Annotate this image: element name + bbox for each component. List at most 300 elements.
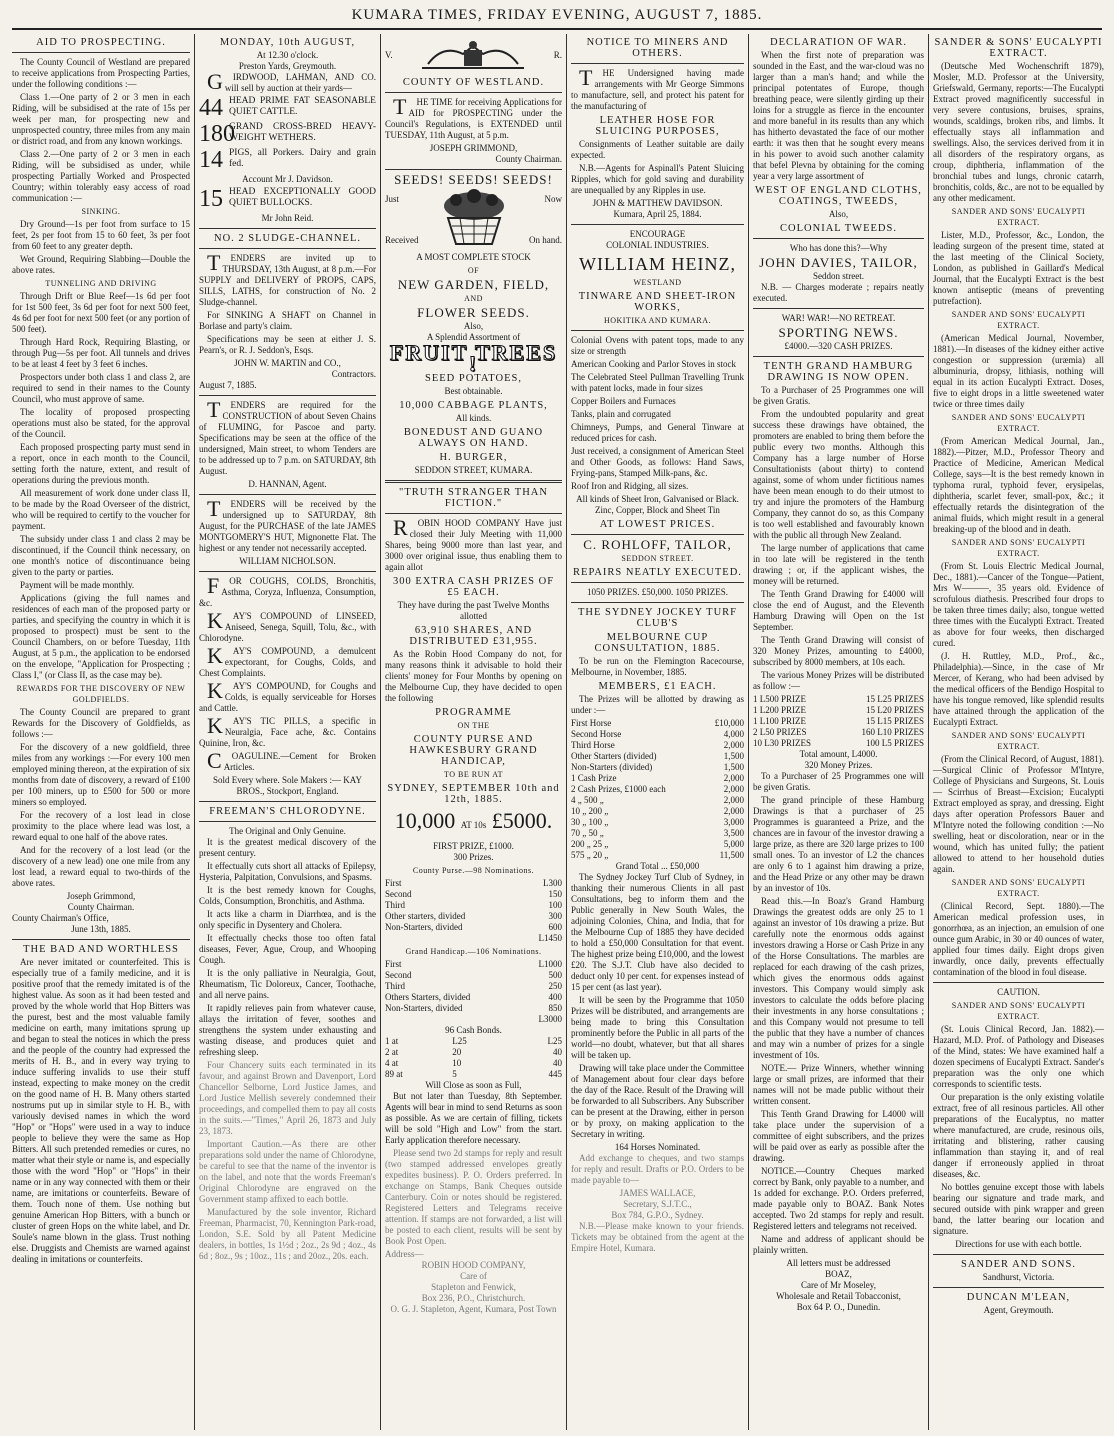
table-row: 1 L200 PRIZE 15 L20 PRIZES [753, 705, 924, 715]
eucalypti-text: Our preparation is the only existing volatile extract, free of all resinous particles. All other preparations of the Eucalyptus, no matter where manufactured, are crude, resinous oils, irritating and blistering, rather causing inflammation than staying it, and of real danger if erroneously applied in throat diseases, &c. [933, 1092, 1104, 1179]
encourage-line: ENCOURAGE [629, 229, 686, 239]
now-label: Now [544, 194, 562, 204]
on-the-line: ON THE [457, 721, 490, 730]
county-signature: JOSEPH GRIMMOND, [429, 143, 518, 153]
wholesale-line: Wholesale and Retail Tobacconist, [776, 1291, 901, 1301]
horses-nominated: 164 Horses Nominated. [614, 1142, 701, 1152]
tunneling-text: Through Drift or Blue Reef—1s 6d per foot for 1st 500 feet, 3s 6d per foot for next 500 feet, 4s 6d per foot for next 500 feet (or any portion of 500 feet). [12, 291, 190, 334]
wet-ground-text: Wet Ground, Requiring Slabbing—Double the above rates. [12, 254, 190, 275]
lot-description: HEAD EXCEPTIONALLY GOOD QUIET BULLOCKS. [229, 187, 376, 208]
signature-role: County Chairman. [67, 902, 135, 912]
sander-sign: SANDER AND SONS. [961, 1259, 1076, 1270]
sydney-date: SYDNEY, SEPTEMBER 10th and 12th, 1885. [387, 783, 560, 805]
and-line: AND [464, 294, 483, 303]
divider [385, 92, 562, 93]
nicholson-sign: WILLIAM NICHOLSON. [239, 556, 336, 566]
cash-bonds-heading: 96 Cash Bonds. [445, 1025, 502, 1035]
hamburg-text: The Tenth Grand Drawing will consist of 320 Money Prizes, amounting to £4000, subscribed by 8000 members, at 10s each. [753, 635, 924, 667]
eucalypti-text: (From American Medical Journal, Jan., 1882).—Pitzer, M.D., Professor Theory and Practice of Medicine, American Medical College, says—It is the best remedy known in typhoma rural, typhoid fever, erysipelas, diphtheria, scarlet fever, small-pox, &c.; it effectually retards the disintegration of the animal fluids, which might result in a general breaking-up of the blood and in death. [933, 436, 1104, 534]
name-address-text: Name and address of applicant should be plainly written. [753, 1234, 924, 1255]
hamburg-text: The Tenth Grand Drawing for £4000 will close the end of August, and the Eleventh Hamburg Drawing will Open on the 1st September. [753, 589, 924, 632]
colonial-tweeds: COLONIAL TWEEDS. [780, 223, 897, 234]
bonedust-line: BONEDUST AND GUANO ALWAYS ON HAND. [403, 427, 544, 449]
directions-line: Directions for use with each bottle. [955, 1239, 1082, 1249]
care-of-3: Box 236, P.O., Christchurch. [421, 1293, 526, 1303]
tunneling-heading: TUNNELING AND DRIVING [45, 279, 157, 288]
martin-date: August 7, 1885. [199, 380, 257, 390]
masthead-rule [12, 28, 1102, 30]
to-be-run-line: TO BE RUN AT [444, 770, 503, 779]
royal-crest [385, 36, 562, 74]
linseed-text: KAY'S COMPOUND of LINSEED, Aniseed, Senega, Squill, Tolu, &c., with Chlorodyne. [199, 608, 376, 643]
leather-text: Consignments of Leather suitable are daily expected. [571, 139, 744, 160]
seeds-banner [385, 188, 562, 252]
divider [199, 571, 376, 572]
list-item: Colonial Ovens with patent tops, made to any size or strength [571, 335, 744, 356]
eucalypti-text: (J. H. Ruttley, M.D., Prof., &c., Philadelphia).—Since, in the case of Mr Mercer, of Kerang, who had been advised by the medical officers of the Bendigo Hospital to have his tongue removed, like splendid results have attained through the application of the Eucalypti Extract. [933, 651, 1104, 727]
lot-description: GRAND CROSS-BRED HEAVY-WEIGHT WETHERS. [229, 122, 376, 143]
burger-name: H. BURGER, [439, 452, 508, 463]
makers-text: Sold Every where. Sole Makers :— KAY BROS., Stockport, England. [213, 775, 362, 796]
lot-account: Account Mr J. Davidson. [242, 174, 333, 184]
fluming-text: TENDERS are required for the CONSTRUCTION of about Seven Chains of FLUMING, for Pascoe and party. Specifications may be seen at the office of the undersigned, Main street, to whom Tenders are to be addressed up to 7 p.m. on SATURDAY, 8th August. [199, 397, 376, 476]
eucalypti-subheading: SANDER AND SONS' EUCALYPTI EXTRACT. [951, 310, 1086, 330]
prize-table [571, 718, 744, 861]
big-prize-amount: £5000. [491, 808, 553, 833]
burger-address: SEDDON STREET, KUMARA. [414, 465, 533, 475]
lot-account: Mr John Reid. [261, 213, 314, 223]
stock-line: A MOST COMPLETE STOCK [416, 252, 531, 262]
columns [8, 34, 1108, 1430]
notice-text: THE Undersigned having made arrangements with Mr George Simmons to manufacture, sell, and protect his patent for the manufacturing of [571, 65, 744, 111]
specs-text: Specifications may be seen at either J. S. Pearn's, or R. J. Seddon's, Esqs. [199, 334, 376, 355]
divider [385, 169, 562, 170]
programme-heading: PROGRAMME [435, 707, 512, 718]
wallace-box: Box 784, G.P.O., Sydney. [611, 1210, 704, 1220]
worthless-text: Are never imitated or counterfeited. This is especially true of a family medicine, and it is positive proof that the remedy imitated is of the highest value. As soon as it had been tested and proved by the whole world that Hop Bitters was the purest, best and the most valuable family medicine on earth, many imitations sprung up and began to steal the notices in which the press and the people of the country had expressed the merits of H. B., and in every way trying to induce suffering invalids to use their stuff instead, expecting to make money on the credit on the good name of H. B. Many others started nostrums put up in similar style to H. B., with variously devised names in which the word "Hop" or "Hops" were used in a way to induce people to believe they were the same as Hop Bitters. All such pretended remedies or cures, no matter what their style or name is, and especially those with the word "Hop" or "Hops" in their name or in any way connected with them or their name, are imitations or counterfeits. Beware of them. Touch none of them. Use nothing but genuine American Hop Bitters, with a bunch or cluster of green Hops on the white label, and Dr. Soule's name blown in the glass. Trust nothing else. Druggists and Chemists are warned against dealing in imitations or counterfeits. [12, 957, 190, 1264]
table-row: Non-Starters, divided 600 [385, 922, 562, 932]
hannan-sign: D. HANNAN, Agent. [248, 479, 327, 489]
demulcent-text: KAY'S COMPOUND, a demulcent expectorant, for Coughs, Colds, and Chest Complaints. [199, 643, 376, 678]
divider [199, 494, 376, 495]
shaft-text: For SINKING A SHAFT on Channel in Borlase and party's claim. [199, 310, 376, 331]
coughs-text: FOR COUGHS, COLDS, Bronchitis, Asthma, Coryza, Influenza, Consumption, &c. [199, 573, 376, 608]
table-row: Third Horse 2,000 [571, 740, 744, 750]
seed-potatoes-sub: Best obtainable. [444, 386, 503, 396]
tinware-line: TINWARE AND SHEET-IRON WORKS, [578, 291, 737, 313]
divider [571, 582, 744, 583]
eucalypti-subheading: SANDER AND SONS' EUCALYPTI EXTRACT. [951, 413, 1086, 433]
eucalypti-subheading: SANDER AND SONS' EUCALYPTI EXTRACT. [951, 538, 1086, 558]
table-row: 1 Cash Prize 2,000 [571, 773, 744, 783]
auction-intro: GIRDWOOD, LAHMAN, AND CO. will sell by auction at their yards— [207, 69, 376, 94]
sludge-text: TENDERS are invited up to THURSDAY, 13th August, at 8 p.m.—For SUPPLY and DELIVERY of PROPS, CAPS, SILLS, LATHS, for construction of No. 2 Sludge-channel. [199, 250, 376, 307]
table-total: L3000 [538, 1014, 562, 1024]
davidson-sign: JOHN & MATTHEW DAVIDSON. [592, 198, 723, 208]
divider [933, 1254, 1104, 1255]
county-heading: COUNTY OF WESTLAND. [402, 77, 545, 88]
list-item: Tanks, plain and corrugated [571, 409, 671, 419]
tinware-list [571, 335, 744, 492]
address-label: Address— [385, 1249, 424, 1259]
list-item: Roof Iron and Ridging, all sizes. [571, 481, 689, 491]
county-text: THE TIME for receiving Applications for AID for PROSPECTING under the Council's Regulations, is EXTENDED until TUESDAY, 11th August, at 5 p.m. [385, 94, 562, 140]
hamburg-text: The large number of applications that came in too late will be registered in the tenth drawing ; or, if the applicant wishes, the money will be returned. [753, 543, 924, 586]
worthless-heading: THE BAD AND WORTHLESS [23, 944, 179, 955]
rewards-heading: REWARDS FOR THE DISCOVERY OF NEW GOLDFIELDS. [16, 684, 186, 704]
onhand-label: On hand. [528, 235, 562, 245]
grand-handicap-heading: Grand Handicap.—106 Nominations. [405, 947, 542, 956]
purchaser-text-2: To a Purchaser of 25 Programmes one will be given Gratis. [753, 771, 924, 792]
list-item: The Celebrated Steel Pullman Travelling Trunk with patent locks, made in four sizes [571, 372, 744, 393]
crest-left-letter: V. [385, 49, 393, 60]
column-6 [928, 34, 1108, 1430]
flower-basket-icon [434, 188, 514, 252]
tic-pills-text: KAY'S TIC PILLS, a specific in Neuralgia, Face ache, &c. Contains Quinine, Iron, &c. [199, 713, 376, 748]
fruit-trees-banner: FRUIT TREES ! [389, 340, 558, 376]
members-line: MEMBERS, £1 EACH. [598, 681, 717, 692]
divider [199, 801, 376, 802]
divider [199, 228, 376, 229]
allotted-line: They have during the past Twelve Months allotted [397, 600, 550, 621]
agent-line: Agent, Greymouth. [983, 1305, 1054, 1315]
care-of-4: O. G. J. Stapleton, Agent, Kumara, Post Town [390, 1304, 557, 1314]
hamburg-heading: TENTH GRAND HAMBURG DRAWING IS NOW OPEN. [763, 361, 914, 383]
sjc-run: To be run on the Flemington Racecourse, Melbourne, in November, 1885. [571, 656, 744, 677]
sjc-cup: MELBOURNE CUP CONSULTATION, 1885. [594, 632, 721, 654]
signature-name: Joseph Grimmond, [66, 891, 136, 901]
rohloff-name: C. ROHLOFF, TAILOR, [583, 537, 732, 552]
truth-heading: "TRUTH STRANGER THAN FICTION." [399, 487, 548, 509]
table-row: 575 „ 20 „ 11,500 [571, 850, 744, 860]
nb-text: N.B.—Please make known to your friends. Tickets may be obtained from the agent at the Empire Hotel, Kumara. [571, 1221, 744, 1253]
divider [571, 224, 744, 225]
sheet-iron-line: All kinds of Sheet Iron, Galvanised or Black. [576, 494, 739, 504]
lot-cattle [199, 96, 376, 120]
robin-hood-text-2: As the Robin Hood Company do not, for many reasons think it advisable to hold their clients' money for Four Months by opening on the Melbourne Cup, they have decided to open the following [385, 649, 562, 703]
agents-text: N.B.—Agents for Aspinall's Patent Sluicing Ripples, which for gold saving and durability are unequalled by any Ripples in use. [571, 163, 744, 195]
aid-intro: The County Council of Westland are prepared to receive applications from Prospecting Parties, under the following conditions :— [12, 57, 190, 89]
freeman-heading: FREEMAN'S CHLORODYNE. [209, 806, 366, 817]
notice-heading: NOTICE TO MINERS AND OTHERS. [586, 37, 729, 59]
subsidy-text: The subsidy under class 1 and class 2 may be discontinued, if the Council think necessary, on one month's notice of discontinuance being given to the party or parties. [12, 534, 190, 577]
rewards-text: The County Council are prepared to grant Rewards for the Discovery of Goldfields, as follows :— [12, 707, 190, 739]
divider [933, 1287, 1104, 1288]
sale-date: MONDAY, 10th AUGUST, [219, 37, 356, 48]
hamburg-text: The various Money Prizes will be distributed as follow :— [753, 670, 924, 691]
divider [933, 982, 1104, 983]
received-label: Received [385, 235, 419, 245]
prize-count: 300 Prizes. [453, 852, 494, 862]
extra-prizes: 300 EXTRA CASH PRIZES OF £5 EACH. [392, 576, 555, 598]
also-line: Also, [828, 209, 849, 219]
table-row: 70 „ 50 „ 3,500 [571, 828, 744, 838]
table-row: Second Horse 4,000 [571, 729, 744, 739]
robin-hood-text: ROBIN HOOD COMPANY Have just closed their July Meeting with 11,000 Shares, being 9000 more than last year, and 3000 over original issue, thus enabling them to again allot [385, 515, 562, 572]
table-row: Other starters, divided 300 [385, 911, 562, 921]
care-of-2: Stapleton and Fenwick, [431, 1282, 516, 1292]
colonial-line: COLONIAL INDUSTRIES. [606, 240, 709, 250]
eucalypti-subheading: SANDER AND SONS' EUCALYPTI EXTRACT. [951, 878, 1086, 898]
lot-number: 14 [199, 147, 223, 173]
column-3 [380, 34, 566, 1430]
sjc-body-2: It will be seen by the Programme that 1050 Prizes will be distributed, and arrangements are being made to bring this Consultation prominently before the Public in all parts of the world—no doubt, whatever, but that all shares will be taken up. [571, 995, 744, 1060]
read-text: Read this.—In Boaz's Grand Hamburg Drawings the greatest odds are only 25 to 1 against an investor of 10s drawing a prize. But carefully note the enormous odds against investors drawing a Horse or Cash Prize in any of the Horse Consultations. The marbles are replaced for each drawing of the cash prizes, which gives the enormous odds against investors. This Company would simply ask investors to calculate the odds before placing their investments in any horse consultations ; and this Company would not presume to tell the public that they have a number of chances and may win a number of prizes for a single investment of 10s. [753, 896, 924, 1060]
davidson-date: Kumara, April 25, 1884. [613, 209, 702, 219]
stamps-text: Please send two 2d stamps for reply and result (two stamped addressed envelopes greatly expedites business). P. O. Orders preferred. In exchange on Stamps, Bank Cheques outside Canterbury. Coin or notes should be registered. Registered Letters and Telegrams receive attention. If stamps are not forwarded, a list will be posted to each client, results will be sent by Book Post Open. [385, 1148, 562, 1246]
sinking-heading: SINKING. [81, 207, 121, 216]
close-line: Will Close as soon as Full, [425, 1080, 522, 1090]
martin-name: JOHN W. MARTIN and CO., [234, 358, 341, 368]
table-row: 1 at L25 L25 [385, 1036, 562, 1046]
wallace-name: JAMES WALLACE, [619, 1188, 696, 1198]
table-row: 10 „ 200 „ 2,000 [571, 806, 744, 816]
heinz-name: WILLIAM HEINZ, [579, 254, 736, 274]
table-row: 10 L30 PRIZES 100 L5 PRIZES [753, 738, 924, 748]
eucalypti-subheading: SANDER AND SONS' EUCALYPTI EXTRACT. [951, 1001, 1086, 1021]
divider [571, 534, 744, 535]
county-purse-heading: County Purse.—98 Nominations. [412, 866, 535, 875]
purchaser-text: To a Purchaser of 25 Programmes one will be given Gratis. [753, 385, 924, 406]
grand-handicap-table [385, 959, 562, 1025]
divider [571, 63, 744, 64]
lot-description: HEAD PRIME FAT SEASONABLE QUIET CATTLE. [229, 96, 376, 117]
lot-bullocks [199, 187, 376, 211]
zinc-line: Zinc, Copper, Block and Sheet Tin [595, 505, 720, 515]
table-row: Third 250 [385, 981, 562, 991]
grand-total: Grand Total ... £50,000 [615, 861, 700, 871]
money-prizes-table [753, 694, 924, 749]
office-date: June 13th, 1885. [71, 924, 131, 934]
moseley-line: Care of Mr Moseley, [801, 1280, 876, 1290]
repairs-line: REPAIRS NEATLY EXECUTED. [573, 567, 742, 578]
cash-bonds-table [385, 1036, 562, 1080]
big-prize-banner [385, 809, 562, 837]
crest-right-letter: R. [553, 49, 562, 60]
table-row: Other Starters (divided) 1,500 [571, 751, 744, 761]
coaguline-text: COAGULINE.—Cement for Broken Articles. [207, 748, 376, 773]
boaz-name: BOAZ, [825, 1269, 852, 1279]
office-line: County Chairman's Office, [12, 913, 109, 923]
prizes-band: 1050 PRIZES. £50,000. 1050 PRIZES. [586, 587, 728, 597]
just-label: Just [385, 194, 400, 204]
column-2 [194, 34, 380, 1430]
column-5 [748, 34, 928, 1430]
sale-place: Preston Yards, Greymouth. [238, 61, 337, 71]
robin-hood-address: ROBIN HOOD COMPANY, [421, 1260, 526, 1270]
who-line: Who has done this?—Why [789, 243, 888, 253]
table-row: Second 150 [385, 889, 562, 899]
eucalypti-text: Lister, M.D., Professor, &c., London, the leading surgeon of the present time, stated at the last meeting of the Clinical Society, London, as published in Gaillard's Medical Journal, that the Eucalypti Extract is the best known antiseptic (means of preventing putrefaction). [933, 230, 1104, 306]
freeman-text: Four Chancery suits each terminated in its favour, and against Brown and Davenport, Lord Chancellor Selborne, Lord Justice James, and Lord Justice Mellish severely condemned their proceedings, and compelled them to pay all costs in the suits.—"Times," April 26, 1873 and July 23, 1873. [199, 1060, 376, 1136]
exchange-text: Add exchange to cheques, and two stamps for reply and result. Drafts or P.O. Orders to be made payable to— [571, 1153, 744, 1185]
freeman-subheading: The Original and Only Genuine. [229, 826, 346, 836]
eucalypti-text: (St. Louis Clinical Record, Jan. 1882).—Hazard, M.D. Prof. of Pathology and Diseases of the Mind, states: We have examined half a dozen specimens of Eucalypti Extract. Sander's preparation was the only one which corresponds to scientific tests. [933, 1024, 1104, 1089]
masthead: KUMARA TIMES, FRIDAY EVENING, AUGUST 7, 1885. [351, 7, 763, 23]
sale-time: At 12.30 o'clock. [256, 50, 319, 60]
divider [385, 480, 562, 483]
davies-address: Seddon street. [813, 271, 864, 281]
flower-seeds: FLOWER SEEDS. [417, 305, 530, 320]
coat-of-arms-icon [418, 38, 528, 72]
war-heading: DECLARATION OF WAR. [770, 37, 907, 48]
divider [571, 330, 744, 331]
table-row: 89 at 5 445 [385, 1069, 562, 1079]
martin-role: Contractors. [331, 369, 376, 379]
lot-number: 15 [199, 186, 223, 212]
eucalypti-text: (From the Clinical Record, of August, 1881).—Surgical Clinic of Professor M'Intyre, College of Physicians and Surgeons, St. Louis — Scirrhus of Breast—Excision; Eucalypti Extract employed as spray, and dressing. Eight days after operation Professors Bauer and M'Intyre noted the following condition :—No swelling, heat or discoloration, near or in the wound, which has united fully; the patient allowed to attend to her household duties again. [933, 754, 1104, 874]
column-4 [566, 34, 748, 1430]
lost-lead-text: For the recovery of a lost lead in close proximity to the place where lead was lost, a reward equal to one half of the above rates. [12, 810, 190, 842]
table-row: 200 „ 25 „ 5,000 [571, 839, 744, 849]
list-item: Chimneys, Pumps, and General Tinware at reduced prices for cash. [571, 422, 744, 443]
new-goldfield-text: For the discovery of a new goldfield, three miles from any workings :—For every 100 men employed mining thereon, at the expiration of six months from date of discovery, a reward of £100 per 100 miners, up to £500 for 500 or more miners so employed. [12, 742, 190, 807]
freeman-text: It effectually checks those too often fatal diseases, Fever, Ague, Croup, and Whooping Cough. [199, 933, 376, 965]
hard-rock-text: Through Hard Rock, Requiring Blasting, or through Pug—5s per foot. All tunnels and drives to be at least 4 feet by 3 feet 6 inches. [12, 337, 190, 369]
garden-seeds: NEW GARDEN, FIELD, [397, 277, 550, 292]
hut-text: TENDERS will be received by the undersigned up to SATURDAY, 8th August, for the PURCHASE of the late JAMES MONTGOMERY'S HUT, Mignonette Flat. The highest or any tender not necessarily accepted. [199, 496, 376, 553]
cheques-notice: NOTICE.—Country Cheques marked correct by Bank, only payable to a number, and 1s added for exchange. P.O. Orders preferred, made payable only to BOAZ. Bank Notes accepted. Two 2d stamps for reply and result. Registered letters and telegrams not received. [753, 1166, 924, 1231]
table-row: First Horse £10,000 [571, 718, 744, 728]
lowest-prices: AT LOWEST PRICES. [599, 519, 716, 530]
table-row: Non-Starters (divided) 1,500 [571, 762, 744, 772]
sinking-text: Dry Ground—1s per foot from surface to 15 feet, 2s per foot from 15 to 60 feet, 3s per foot from 60 feet to any greater depth. [12, 219, 190, 251]
war-text: When the first note of preparation was sounded in the East, and the war-cloud was no larger than a man's hand; and while the principal potentates of Europe, though breathing peace, were silently girding up their loins for a struggle as fierce in the encounter and more baneful in its results than any which has hitherto devastated the face of our mother earth: it was then that he sought every means in his power to avoid such another calamity that befel Plevna by obtaining for the coming year a very large assortment of [753, 50, 924, 181]
divider [753, 238, 924, 239]
county-purse-table [385, 878, 562, 944]
big-prize-shares: 10,000 [394, 808, 456, 833]
caution-heading: CAUTION. [997, 987, 1040, 997]
shares-line: 63,910 SHARES, AND DISTRIBUTED £31,955. [409, 625, 538, 647]
leather-hose: LEATHER HOSE FOR SLUICING PURPOSES, [595, 115, 720, 137]
divider [753, 356, 924, 357]
woollen-line: WEST OF ENGLAND CLOTHS, COATINGS, TWEEDS, [755, 185, 922, 207]
aid-class1: Class 1.—One party of 2 or 3 men in each Riding, will be subsidised at the rate of 15s per week per man, for prospecting new and unprospected country, three miles from any main or district road, and from any known workings. [12, 92, 190, 146]
lot-description: PIGS, all Porkers. Dairy and grain fed. [229, 148, 376, 169]
table-row: 1 L100 PRIZE 15 L15 PRIZES [753, 716, 924, 726]
also-line: Also, [463, 321, 484, 331]
care-of: Care of [460, 1271, 487, 1281]
freeman-text: It acts like a charm in Diarrhœa, and is the only specific in Dysentery and Cholera. [199, 909, 376, 930]
first-prize: FIRST PRIZE, £1000. [433, 841, 514, 851]
eucalypti-text: (Deutsche Med Wochenschrift 1879), Mosler, M.D. Professor at the University, Griefswald, Germany, reports:—The Eucalypti Extract proved magnificently successful in very severe contusions, bruises, sprains, wounds, scaldings, broken ribs, and limbs. It effectually stays all inflammation and swellings. Also, the services derived from it in all disorders of the respiratory organs, as croup, diphtheria, inflammation of the bronchial tubes and lungs, chronic catarrh, bronchitis, colds, &c., are not to be equalled by any other medicament. [933, 61, 1104, 203]
lot-wethers [199, 122, 376, 146]
eucalypti-text: (American Medical Journal, November, 1881).—In diseases of the kidney either active congestion or suppression (uræmia) all albuminuria, dropsy, lithiasis, nothing will equal in its action Eucalypti Extract. Doses, five to eight drops in a little sweetened water twice or three times daily [933, 333, 1104, 409]
table-row: First L300 [385, 878, 562, 888]
horses-text: KAY'S COMPOUND, for Coughs and Colds, is equally serviceable for Horses and Cattle. [199, 678, 376, 713]
sandhurst-line: Sandhurst, Victoria. [982, 1272, 1055, 1282]
county-role: County Chairman. [495, 154, 562, 164]
freeman-text: It effectually cuts short all attacks of Epilepsy, Hysteria, Palpitation, Convulsions, and Spasms. [199, 861, 376, 882]
sjc-heading: THE SYDNEY JOCKEY TURF CLUB'S [578, 607, 737, 629]
list-item: Copper Boilers and Furnaces [571, 396, 676, 406]
eucalypti-text: (Clinical Record, Sept. 1880).—The American medical profession uses, in gonorrhœa, as an injection, an emulsion of one ounce gum Arabic, in 30 or 40 ounces of water, applied four times daily. Eight drops given inwardly, once daily, prevents effectually contamination of the blood in foul disease. [933, 901, 1104, 977]
sjc-body-3: Drawing will take place under the Committee of Management about four clear days before the day of the Race. Result of the Drawing will be forwarded to all Subscribers. Any Subscriber can be present at the Drawing, either in person or by proxy, on making application to the Secretary in writing. [571, 1063, 744, 1139]
report-text: Each proposed prospecting party must send in a report, once in each month to the Council, setting forth the nature, extent, and result of operations during the previous month. [12, 442, 190, 485]
cabbage-plants-sub: All kinds. [455, 413, 492, 423]
table-row: 2 Cash Prizes, £1000 each 2,000 [571, 784, 744, 794]
money-prizes-count: 320 Money Prizes. [804, 760, 873, 770]
war-retreat: WAR! WAR!—NO RETREAT. [781, 313, 896, 323]
cabbage-plants: 10,000 CABBAGE PLANTS, [399, 400, 548, 411]
freeman-text: It rapidly relieves pain from whatever cause, allays the irritation of fever, soothes and strengthens the system under exhausting and wasting disease, and produces quiet and refreshing sleep. [199, 1003, 376, 1057]
dunedin-line: Box 64 P. O., Dunedin. [796, 1302, 881, 1312]
hokitika-line: HOKITIKA AND KUMARA. [603, 316, 712, 325]
lot-pigs [199, 148, 376, 172]
eucalypti-text: No bottles genuine except those with labels bearing our signature and trade mark, and secured outside with pink wrapper and green band, the latter bearing our location and signature. [933, 1182, 1104, 1236]
principle-text: The grand principle of these Hamburg Drawings is that a purchaser of 25 Programmes is guaranteed a Prize, and the chances are in favour of the investor drawing a large prize, as there are 320 large prizes to 100 small ones. To an investor of L2 the chances are only 6 to 1 against him drawing a prize, and the Head Prize or any other may be drawn by an investor of 10s. [753, 795, 924, 893]
table-row: 1 L500 PRIZE 15 L25 PRIZES [753, 694, 924, 704]
close-text: But not later than Tuesday, 8th September. Agents will bear in mind to send Returns as soon as possible. As we are certain of filling, tickets will be sold "High and Low" from the start. Early application therefore necessary. [385, 1091, 562, 1145]
total-amount: Total amount, L4000. [799, 749, 878, 759]
freeman-text: It is the only palliative in Neuralgia, Gout, Rheumatism, Tic Doloreux, Cancer, Toothache, and all nerve pains. [199, 968, 376, 1000]
divider [199, 821, 376, 822]
lot-number: 44 [199, 95, 223, 121]
lost-lead-text-2: And for the recovery of a lost lead (or the discovery of a new lead) one one mile from any lost lead, a reward equal to two-thirds of the above rates. [12, 845, 190, 888]
table-row: 4 at 10 40 [385, 1058, 562, 1068]
seed-potatoes: SEED POTATOES, [425, 373, 522, 384]
divider [753, 308, 924, 309]
westland-line: WESTLAND [633, 278, 682, 287]
divider [12, 52, 190, 53]
purse-heading: COUNTY PURSE AND HAWKESBURY GRAND HANDICAP, [409, 734, 538, 767]
mlean-name: DUNCAN M'LEAN, [966, 1292, 1071, 1303]
davies-name: JOHN DAVIES, TAILOR, [759, 255, 918, 270]
big-prize-at: AT 10s [460, 820, 487, 830]
table-row: 30 „ 100 „ 3,000 [571, 817, 744, 827]
eucalypti-text: (From St. Louis Electric Medical Journal, Dec., 1881).—Cancer of the Tongue—Patient, Mrs W———, 35 years old. Evidence of scrofulous diathesis. Prescribed four drops to be taken three times daily; also, tongue wetted three times with the Eucalypti Extract. Treated as above for four weeks, then discharged cured. [933, 561, 1104, 648]
table-row: Third 100 [385, 900, 562, 910]
tenth-text: This Tenth Grand Drawing for L4000 will take place under the supervision of a committee of eight subscribers, and the prizes will be paid over as early as possible after the drawing. [753, 1109, 924, 1163]
cash-prizes: £4000.—320 CASH PRIZES. [784, 341, 893, 351]
list-item: American Cooking and Parlor Stoves in stock [571, 359, 736, 369]
divider [12, 939, 190, 940]
freeman-text: It is the best remedy known for Coughs, Colds, Consumption, Bronchitis, and Asthma. [199, 885, 376, 906]
splendid-line: A Splendid Assortment of [426, 332, 521, 342]
seeds-heading: SEEDS! SEEDS! SEEDS! [394, 172, 553, 187]
divider [571, 602, 744, 603]
table-row: Non-Starters, divided 850 [385, 1003, 562, 1013]
aid-title: AID TO PROSPECTING. [36, 37, 166, 48]
measurement-text: All measurement of work done under class II, to be made by the Road Overseer of the district, who will be required to certify to the voucher for payment. [12, 488, 190, 531]
prospectors-text: Prospectors under both class 1 and class 2, are required to send in their names to the County Council, who must approve of same. [12, 372, 190, 404]
table-row: 2 L50 PRIZES 160 L10 PRIZES [753, 727, 924, 737]
rohloff-address: SEDDON STREET. [621, 554, 694, 563]
sludge-heading: NO. 2 SLUDGE-CHANNEL. [214, 233, 361, 244]
sporting-heading: SPORTING NEWS. [778, 325, 899, 340]
table-row: First L1000 [385, 959, 562, 969]
note-text: NOTE.— Prize Winners, whether winning large or small prizes, are informed that their names will not be made public without their written consent. [753, 1063, 924, 1106]
freeman-text: Manufactured by the sole inventor, Richard Freeman, Pharmacist, 70, Kennington Park-road, London, S.E. Sold by all Patent Medicine dealers, in bottles, 1s 1½d ; 2oz., 2s 9d ; 4oz., 4s 6d ; 8oz., 9s ; 10oz., 11s ; and 20oz., 20s. each. [199, 1207, 376, 1261]
table-total: L1450 [538, 933, 562, 943]
divider [199, 395, 376, 396]
column-1 [8, 34, 194, 1430]
letters-line: All letters must be addressed [786, 1258, 891, 1268]
payment-text: Payment will be made monthly. [20, 580, 135, 590]
eucalypti-subheading: SANDER AND SONS' EUCALYPTI EXTRACT. [951, 731, 1086, 751]
eucalypti-subheading: SANDER AND SONS' EUCALYPTI EXTRACT. [951, 207, 1086, 227]
charges-text: N.B. — Charges moderate ; repairs neatly executed. [753, 282, 924, 303]
table-row: Second 500 [385, 970, 562, 980]
locality-text: The locality of proposed prospecting operations must also be stated, for the approval of the Council. [12, 407, 190, 439]
table-row: 2 at 20 40 [385, 1047, 562, 1057]
eucalypti-heading: SANDER & SONS' EUCALYPTI EXTRACT. [934, 37, 1103, 59]
hamburg-text: From the undoubted popularity and great success these drawings have obtained, the promoters are enabled to bring them before the public every two months. Although this Company has a large number of Horse Consultationists (about thirty) to contend against, some of whom under fictitious names have been mean enough to do their utmost to try and injure the promoters of the Hamburg Company, they cannot do so, as this Company is too well established and favourably known with the public all through New Zealand. [753, 409, 924, 540]
freeman-text: Important Caution.—As there are other preparations sold under the name of Chlorodyne, be careful to see that the name of the inventor is on the label, and note that the words Freeman's Original Chlorodyne are engraved on the Government stamp affixed to each bottle. [199, 1139, 376, 1204]
allotted-text: The Prizes will be allotted by drawing as under :— [571, 694, 744, 715]
applications-text: Applications (giving the full names and residences of each man of the proposed party or parties, and specifying the country in which it is proposed to prospect) must be sent to the Council Chambers, on or before Tuesday, 11th August, at 5 p.m., the application to be endorsed on the envelope, "Application for Prospecting ; Class I," (or Class II, as the case may be). [12, 593, 190, 680]
divider [385, 513, 562, 514]
